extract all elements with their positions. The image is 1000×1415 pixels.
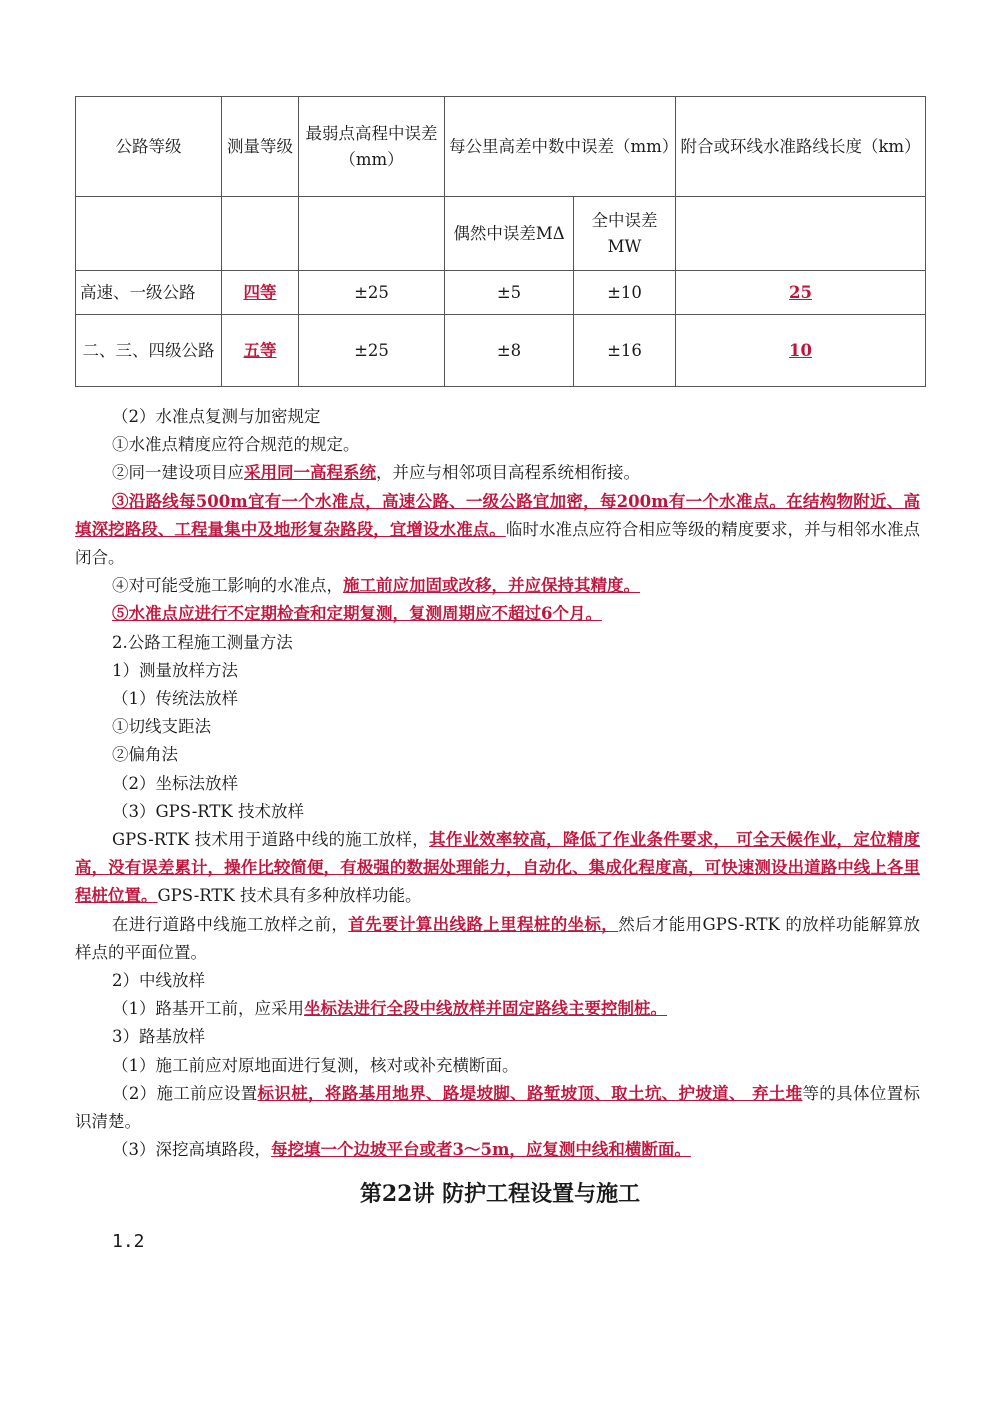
- row-weak-error: ±25: [299, 315, 445, 387]
- leveling-spec-table: [75, 96, 926, 387]
- row-level: 四等: [243, 282, 277, 302]
- subheader-total-error: 全中误差MW: [574, 197, 676, 271]
- section-title: 2）中线放样: [112, 971, 205, 991]
- paragraph: （1）施工前应对原地面进行复测，核对或补充横断面。: [112, 1055, 519, 1075]
- paragraph: ⑤水准点应进行不定期检查和定期复测，复测周期应不超过6个月。: [112, 604, 602, 624]
- paragraph: ①水准点精度应符合规范的规定。: [112, 435, 360, 455]
- paragraph: ④对可能受施工影响的水准点，施工前应加固或改移，并应保持其精度。: [112, 576, 640, 596]
- row-length: 25: [789, 282, 812, 302]
- header-per-km-error: 每公里高差中数中误差（mm）: [445, 97, 676, 197]
- header-road-grade: 公路等级: [76, 97, 222, 197]
- row-grade: 二、三、四级公路: [76, 315, 222, 387]
- header-survey-level: 测量等级: [222, 97, 299, 197]
- body-text: [75, 403, 920, 1164]
- section-title: 2.公路工程施工测量方法: [112, 632, 293, 652]
- table-subheader-row: [76, 197, 926, 271]
- list-item: ②偏角法: [112, 745, 178, 765]
- section-title: （3）GPS-RTK 技术放样: [112, 801, 304, 821]
- header-weakest-point-error: 最弱点高程中误差（mm）: [299, 97, 445, 197]
- paragraph: GPS-RTK 技术用于道路中线的施工放样，其作业效率较高，降低了作业条件要求， 可全天候作业，定位精度高，没有误差累计，操作比较简便，有极强的数据处理能力，自动化、集成化程度高，可快速测设出道路中线上各里程桩位置。GPS-RTK 技术具有多种放样功能。: [75, 830, 920, 906]
- header-route-length: 附合或环线水准路线长度（km）: [676, 97, 926, 197]
- paragraph: （1）路基开工前，应采用坐标法进行全段中线放样并固定路线主要控制桩。: [112, 999, 667, 1019]
- paragraph: ②同一建设项目应采用同一高程系统，并应与相邻项目高程系统相衔接。: [112, 463, 640, 483]
- paragraph: 在进行道路中线施工放样之前，首先要计算出线路上里程桩的坐标，然后才能用GPS-RTK 的放样功能解算放样点的平面位置。: [75, 914, 921, 962]
- row-grade: 高速、一级公路: [76, 271, 222, 315]
- table-header-row: [76, 97, 926, 197]
- row-length: 10: [789, 340, 812, 360]
- section-title: 1）测量放样方法: [112, 660, 238, 680]
- paragraph: （2）施工前应设置标识桩，将路基用地界、路堤坡脚、路堑坡顶、取土坑、护坡道、 弃土堆等的具体位置标识清楚。: [75, 1083, 921, 1132]
- subheader-random-error: 偶然中误差MΔ: [445, 197, 574, 271]
- table-row: [76, 315, 926, 387]
- list-item: ①切线支距法: [112, 717, 211, 737]
- paragraph: ③沿路线每500m宜有一个水准点，高速公路、一级公路宜加密，每200m有一个水准点。在结构物附近、高填深挖路段、工程量集中及地形复杂路段，宜增设水准点。临时水准点应符合相应等级的精度要求，并与相邻水准点闭合。: [75, 491, 921, 568]
- section-title: （2）水准点复测与加密规定: [112, 407, 321, 426]
- lecture-heading: 第22讲 防护工程设置与施工: [359, 1181, 641, 1207]
- section-number: 1.2: [112, 1231, 145, 1252]
- row-total-error: ±16: [574, 315, 676, 387]
- row-level: 五等: [243, 340, 277, 360]
- row-random-error: ±5: [445, 271, 574, 315]
- section-title: （2）坐标法放样: [112, 773, 238, 793]
- section-title: （1）传统法放样: [112, 689, 238, 709]
- paragraph: （3）深挖高填路段，每挖填一个边坡平台或者3～5m，应复测中线和横断面。: [112, 1140, 691, 1160]
- row-weak-error: ±25: [299, 271, 445, 315]
- section-title: 3）路基放样: [112, 1027, 205, 1047]
- row-total-error: ±10: [574, 271, 676, 315]
- row-random-error: ±8: [445, 315, 574, 387]
- table-row: [76, 271, 926, 315]
